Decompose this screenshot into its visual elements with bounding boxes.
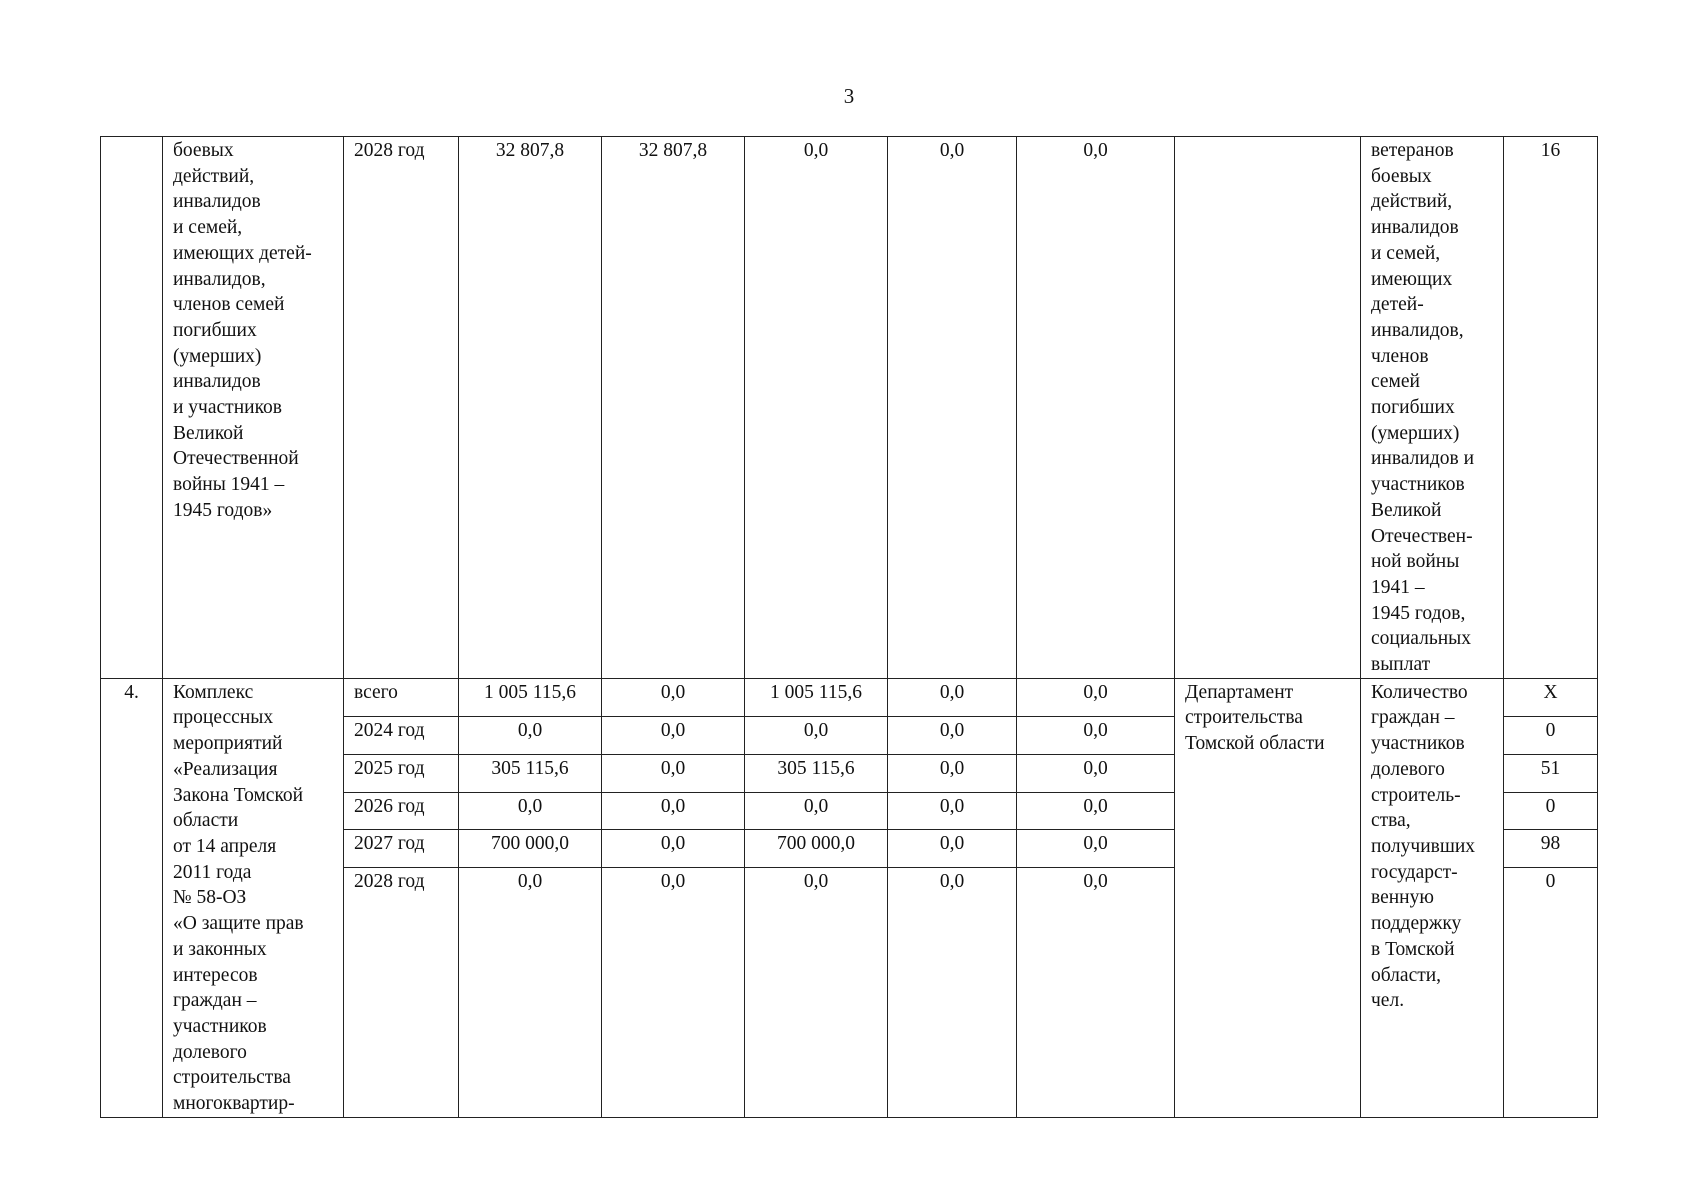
regional-budget-cell: 305 115,6 <box>745 755 888 793</box>
target-value-cell: Х <box>1504 678 1598 717</box>
regional-budget-cell: 0,0 <box>745 792 888 830</box>
total-amount-cell: 0,0 <box>459 792 602 830</box>
page-number: 3 <box>843 84 855 108</box>
total-amount-cell: 305 115,6 <box>459 755 602 793</box>
federal-budget-cell: 32 807,8 <box>602 137 745 679</box>
federal-budget-cell: 0,0 <box>602 868 745 1118</box>
local-budget-cell: 0,0 <box>888 678 1017 717</box>
local-budget-cell: 0,0 <box>888 792 1017 830</box>
measure-name-cell: боевых действий, инвалидов и семей, имеющих детей- инвалидов, членов семей погибших (умерших) инвалидов и участников Великой Отечественной войны 1941 – 1945 годов» <box>163 137 344 679</box>
target-value-cell: 0 <box>1504 792 1598 830</box>
regional-budget-cell: 0,0 <box>745 717 888 755</box>
other-sources-cell: 0,0 <box>1017 755 1175 793</box>
regional-budget-cell: 0,0 <box>745 137 888 679</box>
program-table <box>100 136 1598 1118</box>
federal-budget-cell: 0,0 <box>602 755 745 793</box>
row-number-cell <box>101 137 163 679</box>
target-value-cell: 0 <box>1504 717 1598 755</box>
local-budget-cell: 0,0 <box>888 717 1017 755</box>
year-cell: 2027 год <box>344 830 459 868</box>
responsible-cell <box>1175 137 1361 679</box>
total-amount-cell: 700 000,0 <box>459 830 602 868</box>
target-value-cell: 98 <box>1504 830 1598 868</box>
year-cell: 2026 год <box>344 792 459 830</box>
federal-budget-cell: 0,0 <box>602 830 745 868</box>
regional-budget-cell: 700 000,0 <box>745 830 888 868</box>
regional-budget-cell: 0,0 <box>745 868 888 1118</box>
federal-budget-cell: 0,0 <box>602 678 745 717</box>
target-value-cell: 16 <box>1504 137 1598 679</box>
local-budget-cell: 0,0 <box>888 830 1017 868</box>
target-value-cell: 51 <box>1504 755 1598 793</box>
table-row <box>101 137 1598 679</box>
local-budget-cell: 0,0 <box>888 137 1017 679</box>
total-amount-cell: 0,0 <box>459 868 602 1118</box>
target-value-cell: 0 <box>1504 868 1598 1118</box>
total-amount-cell: 0,0 <box>459 717 602 755</box>
federal-budget-cell: 0,0 <box>602 717 745 755</box>
regional-budget-cell: 1 005 115,6 <box>745 678 888 717</box>
federal-budget-cell: 0,0 <box>602 792 745 830</box>
other-sources-cell: 0,0 <box>1017 717 1175 755</box>
year-cell: всего <box>344 678 459 717</box>
measure-name-cell: Комплекс процессных мероприятий «Реализация Закона Томской области от 14 апреля 2011 года № 58-ОЗ «О защите прав и законных интересов граждан – участников долевого строительства многоквартир- <box>163 678 344 1117</box>
total-amount-cell: 32 807,8 <box>459 137 602 679</box>
table-row <box>101 678 1598 717</box>
other-sources-cell: 0,0 <box>1017 792 1175 830</box>
row-number-cell: 4. <box>101 678 163 1117</box>
year-cell: 2028 год <box>344 137 459 679</box>
indicator-cell: ветеранов боевых действий, инвалидов и семей, имеющих детей- инвалидов, членов семей погибших (умерших) инвалидов и участников Великой Отечествен- ной войны 1941 – 1945 годов, социальных выплат <box>1361 137 1504 679</box>
year-cell: 2024 год <box>344 717 459 755</box>
other-sources-cell: 0,0 <box>1017 137 1175 679</box>
year-cell: 2028 год <box>344 868 459 1118</box>
responsible-cell: Департамент строительства Томской области <box>1175 678 1361 1117</box>
year-cell: 2025 год <box>344 755 459 793</box>
total-amount-cell: 1 005 115,6 <box>459 678 602 717</box>
other-sources-cell: 0,0 <box>1017 868 1175 1118</box>
indicator-cell: Количество граждан – участников долевого строитель- ства, получивших государст- венную поддержку в Томской области, чел. <box>1361 678 1504 1117</box>
other-sources-cell: 0,0 <box>1017 678 1175 717</box>
local-budget-cell: 0,0 <box>888 755 1017 793</box>
local-budget-cell: 0,0 <box>888 868 1017 1118</box>
other-sources-cell: 0,0 <box>1017 830 1175 868</box>
